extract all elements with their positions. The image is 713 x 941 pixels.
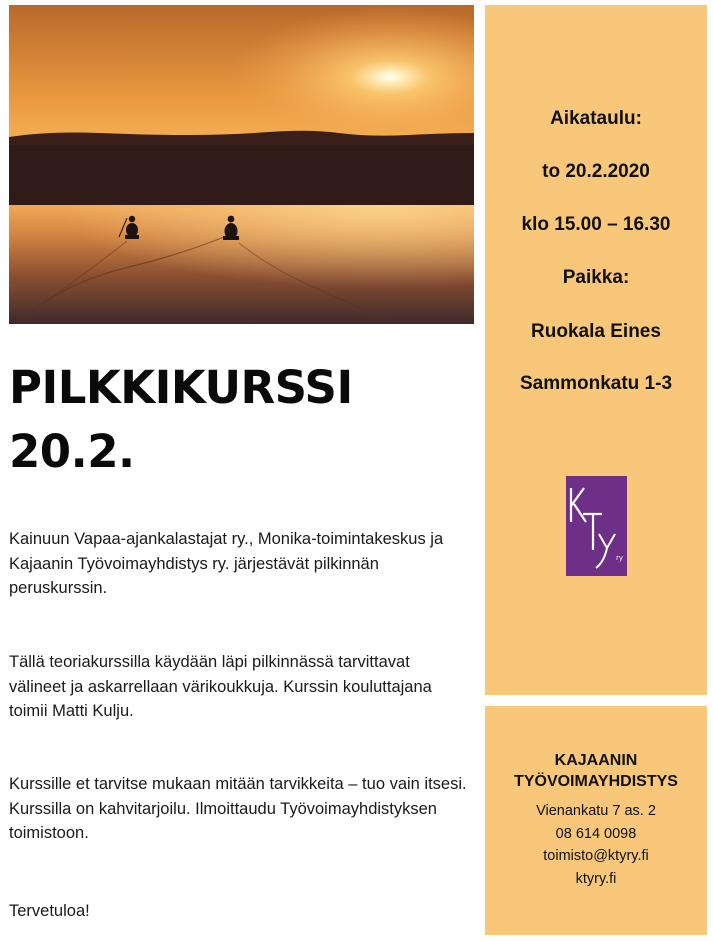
title-line-1: PILKKIKURSSI	[9, 361, 353, 414]
place-heading: Paikka:	[562, 267, 630, 288]
organization-name	[485, 750, 707, 792]
course-paragraph: Tällä teoriakurssilla käydään läpi pilkinnässä tarvittavat välineet ja askarrellaan värikoukkuja. Kurssin kouluttajana toimii Matti Kulju.	[9, 653, 432, 720]
title-line-2: 20.2.	[9, 425, 135, 478]
welcome-text: Tervetuloa!	[9, 902, 90, 920]
phone-number[interactable]: 08 614 0098	[555, 825, 637, 842]
contact-details	[485, 800, 707, 890]
contact-panel	[485, 706, 707, 935]
schedule-date: to 20.2.2020	[542, 161, 650, 182]
email-address[interactable]: toimisto@ktyry.fi	[543, 848, 649, 864]
website-link[interactable]: ktyry.fi	[575, 870, 617, 887]
page-title	[9, 356, 469, 484]
hero-photo	[9, 5, 474, 324]
street-address: Vienankatu 7 as. 2	[536, 803, 656, 819]
organization-name-line-2: TYÖVOIMAYHDISTYS	[514, 773, 678, 790]
kty-logo	[566, 476, 627, 576]
svg-text:ry: ry	[616, 554, 624, 562]
intro-paragraph: Kainuun Vapaa-ajankalastajat ry., Monika-toimintakeskus ja Kajaanin Työvoimayhdistys ry. järjestävät pilkinnän peruskurssin.	[9, 530, 444, 597]
info-paragraph: Kurssille et tarvitse mukaan mitään tarvikkeita – tuo vain itsesi. Kurssilla on kahvitarjoilu. Ilmoittaudu Työvoimayhdistyksen toimistoon.	[9, 775, 467, 842]
venue-name: Ruokala Eines	[531, 321, 661, 342]
venue-address: Sammonkatu 1-3	[519, 373, 673, 394]
schedule-panel	[485, 5, 707, 695]
schedule-time: klo 15.00 – 16.30	[521, 214, 671, 235]
organization-name-line-1: KAJAANIN	[554, 752, 638, 769]
schedule-heading: Aikataulu:	[550, 108, 642, 129]
